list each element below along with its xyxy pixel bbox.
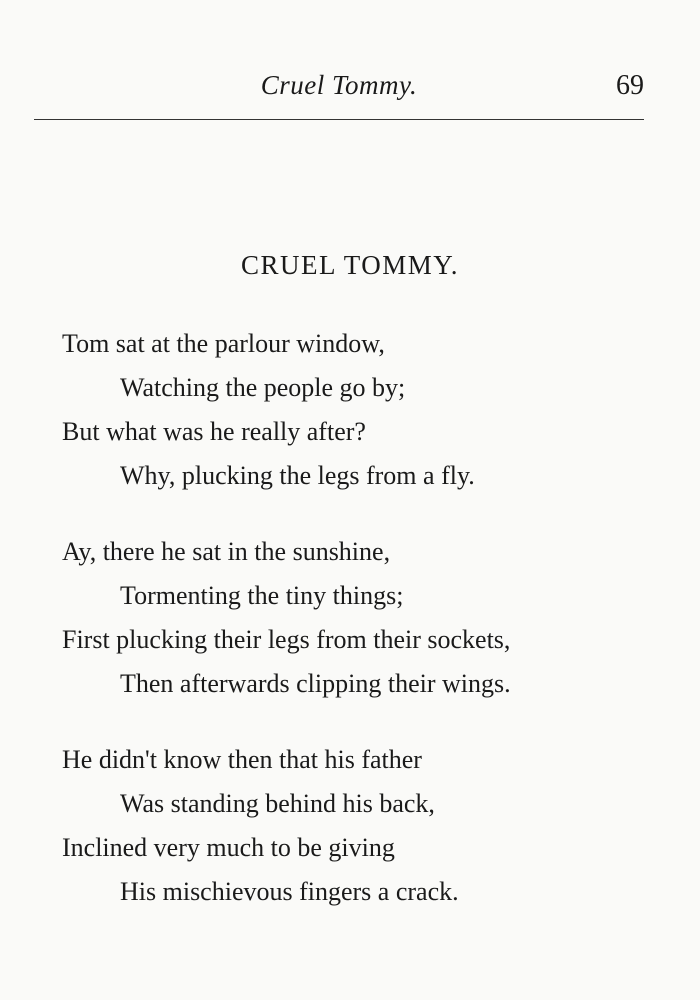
poem-line: His mischievous fingers a crack.	[120, 877, 459, 906]
stanza-2	[62, 530, 682, 706]
poem-line: Inclined very much to be giving	[62, 833, 395, 862]
poem-line: Why, plucking the legs from a fly.	[120, 461, 475, 490]
poem-line: Then afterwards clipping their wings.	[120, 669, 511, 698]
stanza-1	[62, 322, 682, 498]
poem-line: Tom sat at the parlour window,	[62, 329, 385, 358]
stanza-3	[62, 738, 682, 914]
poem-line: First plucking their legs from their sockets,	[62, 625, 511, 654]
poem-line: Tormenting the tiny things;	[120, 581, 404, 610]
page-number: 69	[616, 70, 644, 101]
poem-title: CRUEL TOMMY.	[240, 250, 460, 280]
running-head	[34, 70, 644, 110]
poem-line: He didn't know then that his father	[62, 745, 422, 774]
poem-line: Was standing behind his back,	[120, 789, 435, 818]
header-rule	[34, 119, 644, 120]
poem-line: Ay, there he sat in the sunshine,	[62, 537, 391, 566]
poem-line: Watching the people go by;	[120, 373, 406, 402]
running-title: Cruel Tommy.	[260, 70, 418, 100]
poem-line: But what was he really after?	[62, 417, 366, 446]
